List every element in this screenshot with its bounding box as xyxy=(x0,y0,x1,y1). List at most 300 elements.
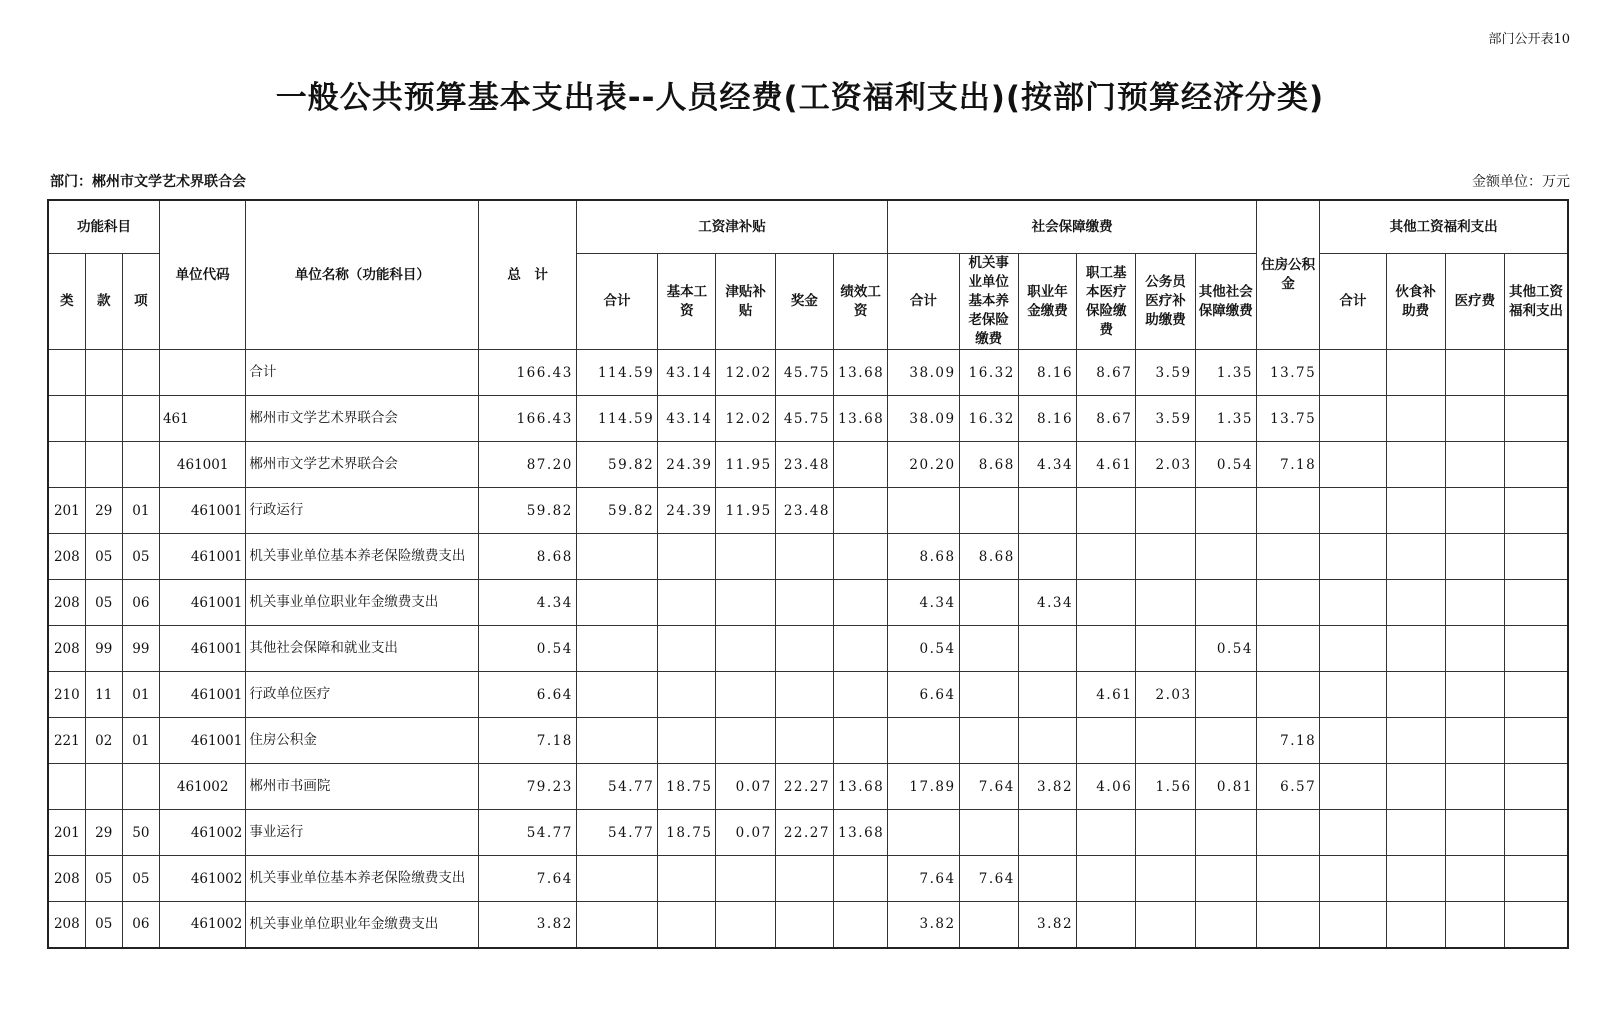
cell-o-med xyxy=(1445,626,1504,672)
cell-s-civil: 1.56 xyxy=(1136,764,1195,810)
cell-s-pension: 16.32 xyxy=(959,350,1018,396)
table-row xyxy=(48,672,1568,718)
cell-o-total xyxy=(1320,856,1386,902)
cell-s-annuity: 8.16 xyxy=(1018,350,1076,396)
cell-s-medical xyxy=(1077,718,1136,764)
cell-housing: 7.18 xyxy=(1256,718,1319,764)
cell-s-other xyxy=(1195,672,1256,718)
cell-w-total xyxy=(576,580,657,626)
cell-total: 54.77 xyxy=(479,810,576,856)
cell-s-civil xyxy=(1136,580,1195,626)
header-basic-wage: 基本工资 xyxy=(658,254,716,350)
cell-unit-name: 合计 xyxy=(246,350,479,396)
cell-w-total: 114.59 xyxy=(576,350,657,396)
cell-s-civil xyxy=(1136,488,1195,534)
table-row xyxy=(48,856,1568,902)
cell-w-bonus: 22.27 xyxy=(775,764,833,810)
cell-o-total xyxy=(1320,626,1386,672)
cell-w-perf: 13.68 xyxy=(833,810,887,856)
cell-kuan xyxy=(85,396,122,442)
header-bonus: 奖金 xyxy=(775,254,833,350)
cell-s-annuity xyxy=(1018,534,1076,580)
cell-w-basic xyxy=(658,718,716,764)
cell-lei: 208 xyxy=(48,534,85,580)
cell-s-other xyxy=(1195,902,1256,948)
cell-unit-code: 461002 xyxy=(159,764,245,810)
cell-total: 4.34 xyxy=(479,580,576,626)
cell-o-total xyxy=(1320,442,1386,488)
cell-s-other: 1.35 xyxy=(1195,396,1256,442)
table-row xyxy=(48,764,1568,810)
header-lei: 类 xyxy=(48,254,85,350)
cell-unit-name: 行政单位医疗 xyxy=(246,672,479,718)
cell-s-annuity: 4.34 xyxy=(1018,442,1076,488)
cell-o-meal xyxy=(1386,396,1445,442)
cell-xiang: 06 xyxy=(122,902,159,948)
cell-s-medical xyxy=(1077,534,1136,580)
cell-s-pension: 16.32 xyxy=(959,396,1018,442)
cell-s-civil xyxy=(1136,856,1195,902)
cell-s-total xyxy=(888,488,959,534)
cell-kuan: 29 xyxy=(85,810,122,856)
cell-unit-code: 461002 xyxy=(159,856,245,902)
cell-s-pension xyxy=(959,718,1018,764)
header-annuity: 职业年金缴费 xyxy=(1018,254,1076,350)
cell-total: 3.82 xyxy=(479,902,576,948)
cell-w-basic xyxy=(658,672,716,718)
cell-s-other: 0.54 xyxy=(1195,626,1256,672)
cell-w-total: 54.77 xyxy=(576,810,657,856)
table-row xyxy=(48,350,1568,396)
table-row xyxy=(48,396,1568,442)
cell-o-other xyxy=(1505,902,1568,948)
header-medical: 职工基本医疗保险缴费 xyxy=(1077,254,1136,350)
cell-w-perf xyxy=(833,580,887,626)
cell-unit-code xyxy=(159,350,245,396)
cell-s-total: 17.89 xyxy=(888,764,959,810)
cell-o-other xyxy=(1505,350,1568,396)
cell-w-basic: 43.14 xyxy=(658,396,716,442)
cell-unit-name: 机关事业单位职业年金缴费支出 xyxy=(246,902,479,948)
cell-o-med xyxy=(1445,718,1504,764)
cell-s-medical xyxy=(1077,902,1136,948)
header-housing: 住房公积金 xyxy=(1256,200,1319,350)
cell-w-basic xyxy=(658,626,716,672)
header-other-group: 其他工资福利支出 xyxy=(1320,200,1568,254)
cell-s-total: 4.34 xyxy=(888,580,959,626)
cell-w-bonus: 22.27 xyxy=(775,810,833,856)
cell-w-total: 59.82 xyxy=(576,442,657,488)
cell-s-annuity xyxy=(1018,626,1076,672)
cell-s-total xyxy=(888,718,959,764)
table-body xyxy=(48,350,1568,948)
cell-s-pension xyxy=(959,626,1018,672)
cell-w-allow: 12.02 xyxy=(716,350,775,396)
cell-o-total xyxy=(1320,672,1386,718)
cell-w-bonus: 45.75 xyxy=(775,396,833,442)
cell-total: 0.54 xyxy=(479,626,576,672)
cell-unit-name: 郴州市书画院 xyxy=(246,764,479,810)
table-row xyxy=(48,718,1568,764)
cell-s-medical xyxy=(1077,856,1136,902)
cell-unit-name: 郴州市文学艺术界联合会 xyxy=(246,396,479,442)
cell-o-total xyxy=(1320,810,1386,856)
cell-w-allow: 0.07 xyxy=(716,764,775,810)
cell-total: 87.20 xyxy=(479,442,576,488)
cell-housing: 13.75 xyxy=(1256,350,1319,396)
cell-w-perf xyxy=(833,718,887,764)
cell-xiang: 50 xyxy=(122,810,159,856)
cell-lei: 201 xyxy=(48,488,85,534)
cell-o-med xyxy=(1445,672,1504,718)
cell-o-other xyxy=(1505,580,1568,626)
cell-w-total: 54.77 xyxy=(576,764,657,810)
cell-o-meal xyxy=(1386,810,1445,856)
cell-w-bonus xyxy=(775,626,833,672)
cell-s-pension: 8.68 xyxy=(959,442,1018,488)
cell-w-total xyxy=(576,902,657,948)
cell-w-basic: 18.75 xyxy=(658,810,716,856)
form-number: 部门公开表10 xyxy=(1488,32,1570,47)
cell-xiang: 05 xyxy=(122,534,159,580)
cell-o-meal xyxy=(1386,902,1445,948)
cell-w-allow xyxy=(716,534,775,580)
cell-total: 166.43 xyxy=(479,396,576,442)
cell-unit-name: 郴州市文学艺术界联合会 xyxy=(246,442,479,488)
cell-housing: 7.18 xyxy=(1256,442,1319,488)
cell-s-pension: 7.64 xyxy=(959,856,1018,902)
cell-w-perf xyxy=(833,442,887,488)
cell-s-other xyxy=(1195,580,1256,626)
cell-s-medical: 4.61 xyxy=(1077,672,1136,718)
cell-s-other xyxy=(1195,488,1256,534)
cell-s-civil xyxy=(1136,626,1195,672)
header-pension: 机关事业单位基本养老保险缴费 xyxy=(959,254,1018,350)
cell-s-total: 20.20 xyxy=(888,442,959,488)
cell-o-total xyxy=(1320,396,1386,442)
cell-w-perf: 13.68 xyxy=(833,350,887,396)
cell-lei xyxy=(48,442,85,488)
cell-w-perf xyxy=(833,856,887,902)
cell-s-medical xyxy=(1077,580,1136,626)
cell-s-medical: 8.67 xyxy=(1077,396,1136,442)
cell-w-bonus xyxy=(775,534,833,580)
cell-s-medical xyxy=(1077,810,1136,856)
cell-w-allow: 0.07 xyxy=(716,810,775,856)
cell-total: 6.64 xyxy=(479,672,576,718)
cell-s-pension xyxy=(959,672,1018,718)
cell-unit-code: 461001 xyxy=(159,534,245,580)
header-kuan: 款 xyxy=(85,254,122,350)
cell-o-med xyxy=(1445,396,1504,442)
cell-s-annuity xyxy=(1018,856,1076,902)
table-row xyxy=(48,902,1568,948)
cell-o-meal xyxy=(1386,672,1445,718)
cell-w-total: 59.82 xyxy=(576,488,657,534)
cell-w-bonus: 23.48 xyxy=(775,488,833,534)
header-unit-code: 单位代码 xyxy=(159,200,245,350)
cell-w-perf xyxy=(833,672,887,718)
cell-kuan: 05 xyxy=(85,534,122,580)
cell-w-basic xyxy=(658,534,716,580)
cell-o-other xyxy=(1505,488,1568,534)
cell-housing xyxy=(1256,580,1319,626)
cell-unit-name: 机关事业单位基本养老保险缴费支出 xyxy=(246,534,479,580)
cell-s-other xyxy=(1195,534,1256,580)
cell-s-pension xyxy=(959,580,1018,626)
cell-s-other xyxy=(1195,810,1256,856)
cell-w-basic: 24.39 xyxy=(658,442,716,488)
cell-w-total xyxy=(576,534,657,580)
cell-o-other xyxy=(1505,810,1568,856)
cell-s-total: 3.82 xyxy=(888,902,959,948)
cell-unit-code: 461 xyxy=(159,396,245,442)
cell-kuan xyxy=(85,442,122,488)
cell-w-total xyxy=(576,626,657,672)
cell-w-bonus: 45.75 xyxy=(775,350,833,396)
cell-kuan: 29 xyxy=(85,488,122,534)
cell-s-other: 0.54 xyxy=(1195,442,1256,488)
cell-xiang xyxy=(122,350,159,396)
cell-kuan xyxy=(85,350,122,396)
cell-w-basic xyxy=(658,856,716,902)
cell-s-civil: 2.03 xyxy=(1136,442,1195,488)
cell-o-med xyxy=(1445,810,1504,856)
amount-unit-label: 金额单位：万元 xyxy=(1472,174,1570,190)
cell-w-allow xyxy=(716,856,775,902)
header-wage-group: 工资津补贴 xyxy=(576,200,887,254)
header-other-welfare: 其他工资福利支出 xyxy=(1505,254,1568,350)
cell-o-meal xyxy=(1386,718,1445,764)
cell-housing: 6.57 xyxy=(1256,764,1319,810)
cell-total: 7.18 xyxy=(479,718,576,764)
cell-o-meal xyxy=(1386,488,1445,534)
cell-s-civil xyxy=(1136,534,1195,580)
cell-housing xyxy=(1256,488,1319,534)
cell-kuan: 02 xyxy=(85,718,122,764)
cell-s-civil xyxy=(1136,718,1195,764)
cell-s-civil: 3.59 xyxy=(1136,350,1195,396)
cell-o-med xyxy=(1445,580,1504,626)
cell-lei: 208 xyxy=(48,580,85,626)
header-func-subject: 功能科目 xyxy=(48,200,159,254)
cell-s-total: 0.54 xyxy=(888,626,959,672)
cell-lei xyxy=(48,764,85,810)
cell-o-meal xyxy=(1386,626,1445,672)
department-label: 部门：郴州市文学艺术界联合会 xyxy=(50,174,246,190)
cell-xiang xyxy=(122,396,159,442)
cell-w-basic: 24.39 xyxy=(658,488,716,534)
cell-w-bonus xyxy=(775,856,833,902)
cell-s-total xyxy=(888,810,959,856)
cell-o-other xyxy=(1505,718,1568,764)
cell-xiang: 01 xyxy=(122,488,159,534)
cell-w-allow: 11.95 xyxy=(716,442,775,488)
cell-lei xyxy=(48,350,85,396)
cell-kuan: 05 xyxy=(85,856,122,902)
cell-xiang: 99 xyxy=(122,626,159,672)
table-row xyxy=(48,626,1568,672)
table-row xyxy=(48,810,1568,856)
cell-s-annuity: 3.82 xyxy=(1018,764,1076,810)
cell-o-other xyxy=(1505,672,1568,718)
cell-housing xyxy=(1256,534,1319,580)
cell-s-annuity xyxy=(1018,488,1076,534)
header-social-total: 合计 xyxy=(888,254,959,350)
cell-unit-name: 机关事业单位基本养老保险缴费支出 xyxy=(246,856,479,902)
header-other-total: 合计 xyxy=(1320,254,1386,350)
cell-xiang: 01 xyxy=(122,672,159,718)
cell-o-meal xyxy=(1386,442,1445,488)
cell-w-bonus xyxy=(775,580,833,626)
cell-kuan: 99 xyxy=(85,626,122,672)
cell-total: 166.43 xyxy=(479,350,576,396)
table-row xyxy=(48,534,1568,580)
cell-s-civil: 2.03 xyxy=(1136,672,1195,718)
cell-unit-code: 461001 xyxy=(159,718,245,764)
cell-w-allow: 11.95 xyxy=(716,488,775,534)
cell-s-pension xyxy=(959,810,1018,856)
cell-s-medical: 4.06 xyxy=(1077,764,1136,810)
cell-s-annuity xyxy=(1018,672,1076,718)
cell-lei: 221 xyxy=(48,718,85,764)
table-row xyxy=(48,580,1568,626)
cell-w-allow xyxy=(716,580,775,626)
cell-o-total xyxy=(1320,534,1386,580)
cell-lei: 208 xyxy=(48,902,85,948)
cell-o-med xyxy=(1445,856,1504,902)
cell-w-total: 114.59 xyxy=(576,396,657,442)
cell-kuan: 11 xyxy=(85,672,122,718)
header-allowance: 津贴补贴 xyxy=(716,254,775,350)
cell-w-total xyxy=(576,718,657,764)
cell-lei: 210 xyxy=(48,672,85,718)
cell-s-other: 0.81 xyxy=(1195,764,1256,810)
header-performance: 绩效工资 xyxy=(833,254,887,350)
cell-w-allow xyxy=(716,902,775,948)
cell-unit-code: 461001 xyxy=(159,672,245,718)
cell-w-perf: 13.68 xyxy=(833,764,887,810)
cell-o-meal xyxy=(1386,580,1445,626)
header-xiang: 项 xyxy=(122,254,159,350)
budget-table xyxy=(47,199,1569,949)
cell-s-pension: 7.64 xyxy=(959,764,1018,810)
header-unit-name: 单位名称（功能科目） xyxy=(246,200,479,350)
header-wage-total: 合计 xyxy=(576,254,657,350)
cell-w-perf xyxy=(833,626,887,672)
header-other-social: 其他社会保障缴费 xyxy=(1195,254,1256,350)
cell-o-other xyxy=(1505,856,1568,902)
cell-unit-code: 461001 xyxy=(159,626,245,672)
cell-lei: 208 xyxy=(48,626,85,672)
cell-xiang: 06 xyxy=(122,580,159,626)
header-meal: 伙食补助费 xyxy=(1386,254,1445,350)
cell-o-other xyxy=(1505,626,1568,672)
header-social-group: 社会保障缴费 xyxy=(888,200,1257,254)
cell-s-medical xyxy=(1077,626,1136,672)
cell-housing xyxy=(1256,626,1319,672)
cell-lei: 208 xyxy=(48,856,85,902)
cell-o-total xyxy=(1320,488,1386,534)
cell-w-perf xyxy=(833,902,887,948)
page-title: 一般公共预算基本支出表--人员经费(工资福利支出)(按部门预算经济分类) xyxy=(275,80,1325,116)
cell-o-other xyxy=(1505,534,1568,580)
cell-o-total xyxy=(1320,718,1386,764)
cell-unit-name: 其他社会保障和就业支出 xyxy=(246,626,479,672)
cell-w-total xyxy=(576,856,657,902)
cell-o-total xyxy=(1320,764,1386,810)
cell-s-civil xyxy=(1136,902,1195,948)
cell-xiang xyxy=(122,764,159,810)
cell-o-other xyxy=(1505,442,1568,488)
cell-s-other: 1.35 xyxy=(1195,350,1256,396)
cell-o-total xyxy=(1320,350,1386,396)
cell-o-meal xyxy=(1386,764,1445,810)
cell-housing: 13.75 xyxy=(1256,396,1319,442)
cell-s-total: 38.09 xyxy=(888,350,959,396)
cell-o-med xyxy=(1445,902,1504,948)
cell-s-medical: 4.61 xyxy=(1077,442,1136,488)
cell-unit-name: 住房公积金 xyxy=(246,718,479,764)
cell-o-meal xyxy=(1386,534,1445,580)
cell-xiang: 01 xyxy=(122,718,159,764)
cell-s-civil: 3.59 xyxy=(1136,396,1195,442)
table-row xyxy=(48,488,1568,534)
cell-housing xyxy=(1256,902,1319,948)
cell-s-pension: 8.68 xyxy=(959,534,1018,580)
cell-xiang xyxy=(122,442,159,488)
cell-w-bonus xyxy=(775,672,833,718)
cell-housing xyxy=(1256,810,1319,856)
cell-s-medical: 8.67 xyxy=(1077,350,1136,396)
cell-w-perf xyxy=(833,488,887,534)
cell-w-total xyxy=(576,672,657,718)
cell-s-total: 7.64 xyxy=(888,856,959,902)
cell-total: 8.68 xyxy=(479,534,576,580)
cell-w-bonus: 23.48 xyxy=(775,442,833,488)
cell-unit-name: 事业运行 xyxy=(246,810,479,856)
cell-unit-code: 461002 xyxy=(159,902,245,948)
cell-kuan: 05 xyxy=(85,902,122,948)
cell-w-allow xyxy=(716,626,775,672)
cell-s-pension xyxy=(959,488,1018,534)
cell-w-basic: 43.14 xyxy=(658,350,716,396)
header-total: 总 计 xyxy=(479,200,576,350)
cell-s-civil xyxy=(1136,810,1195,856)
cell-s-annuity: 3.82 xyxy=(1018,902,1076,948)
cell-total: 59.82 xyxy=(479,488,576,534)
header-medical-fee: 医疗费 xyxy=(1445,254,1504,350)
cell-unit-name: 机关事业单位职业年金缴费支出 xyxy=(246,580,479,626)
cell-s-other xyxy=(1195,856,1256,902)
cell-s-total: 38.09 xyxy=(888,396,959,442)
cell-lei: 201 xyxy=(48,810,85,856)
cell-w-basic xyxy=(658,902,716,948)
cell-w-bonus xyxy=(775,902,833,948)
cell-total: 79.23 xyxy=(479,764,576,810)
cell-s-annuity xyxy=(1018,718,1076,764)
cell-o-total xyxy=(1320,580,1386,626)
cell-o-med xyxy=(1445,350,1504,396)
cell-s-annuity: 4.34 xyxy=(1018,580,1076,626)
cell-unit-name: 行政运行 xyxy=(246,488,479,534)
cell-unit-code: 461002 xyxy=(159,810,245,856)
cell-w-perf xyxy=(833,534,887,580)
cell-housing xyxy=(1256,856,1319,902)
cell-kuan: 05 xyxy=(85,580,122,626)
cell-w-basic xyxy=(658,580,716,626)
cell-s-medical xyxy=(1077,488,1136,534)
